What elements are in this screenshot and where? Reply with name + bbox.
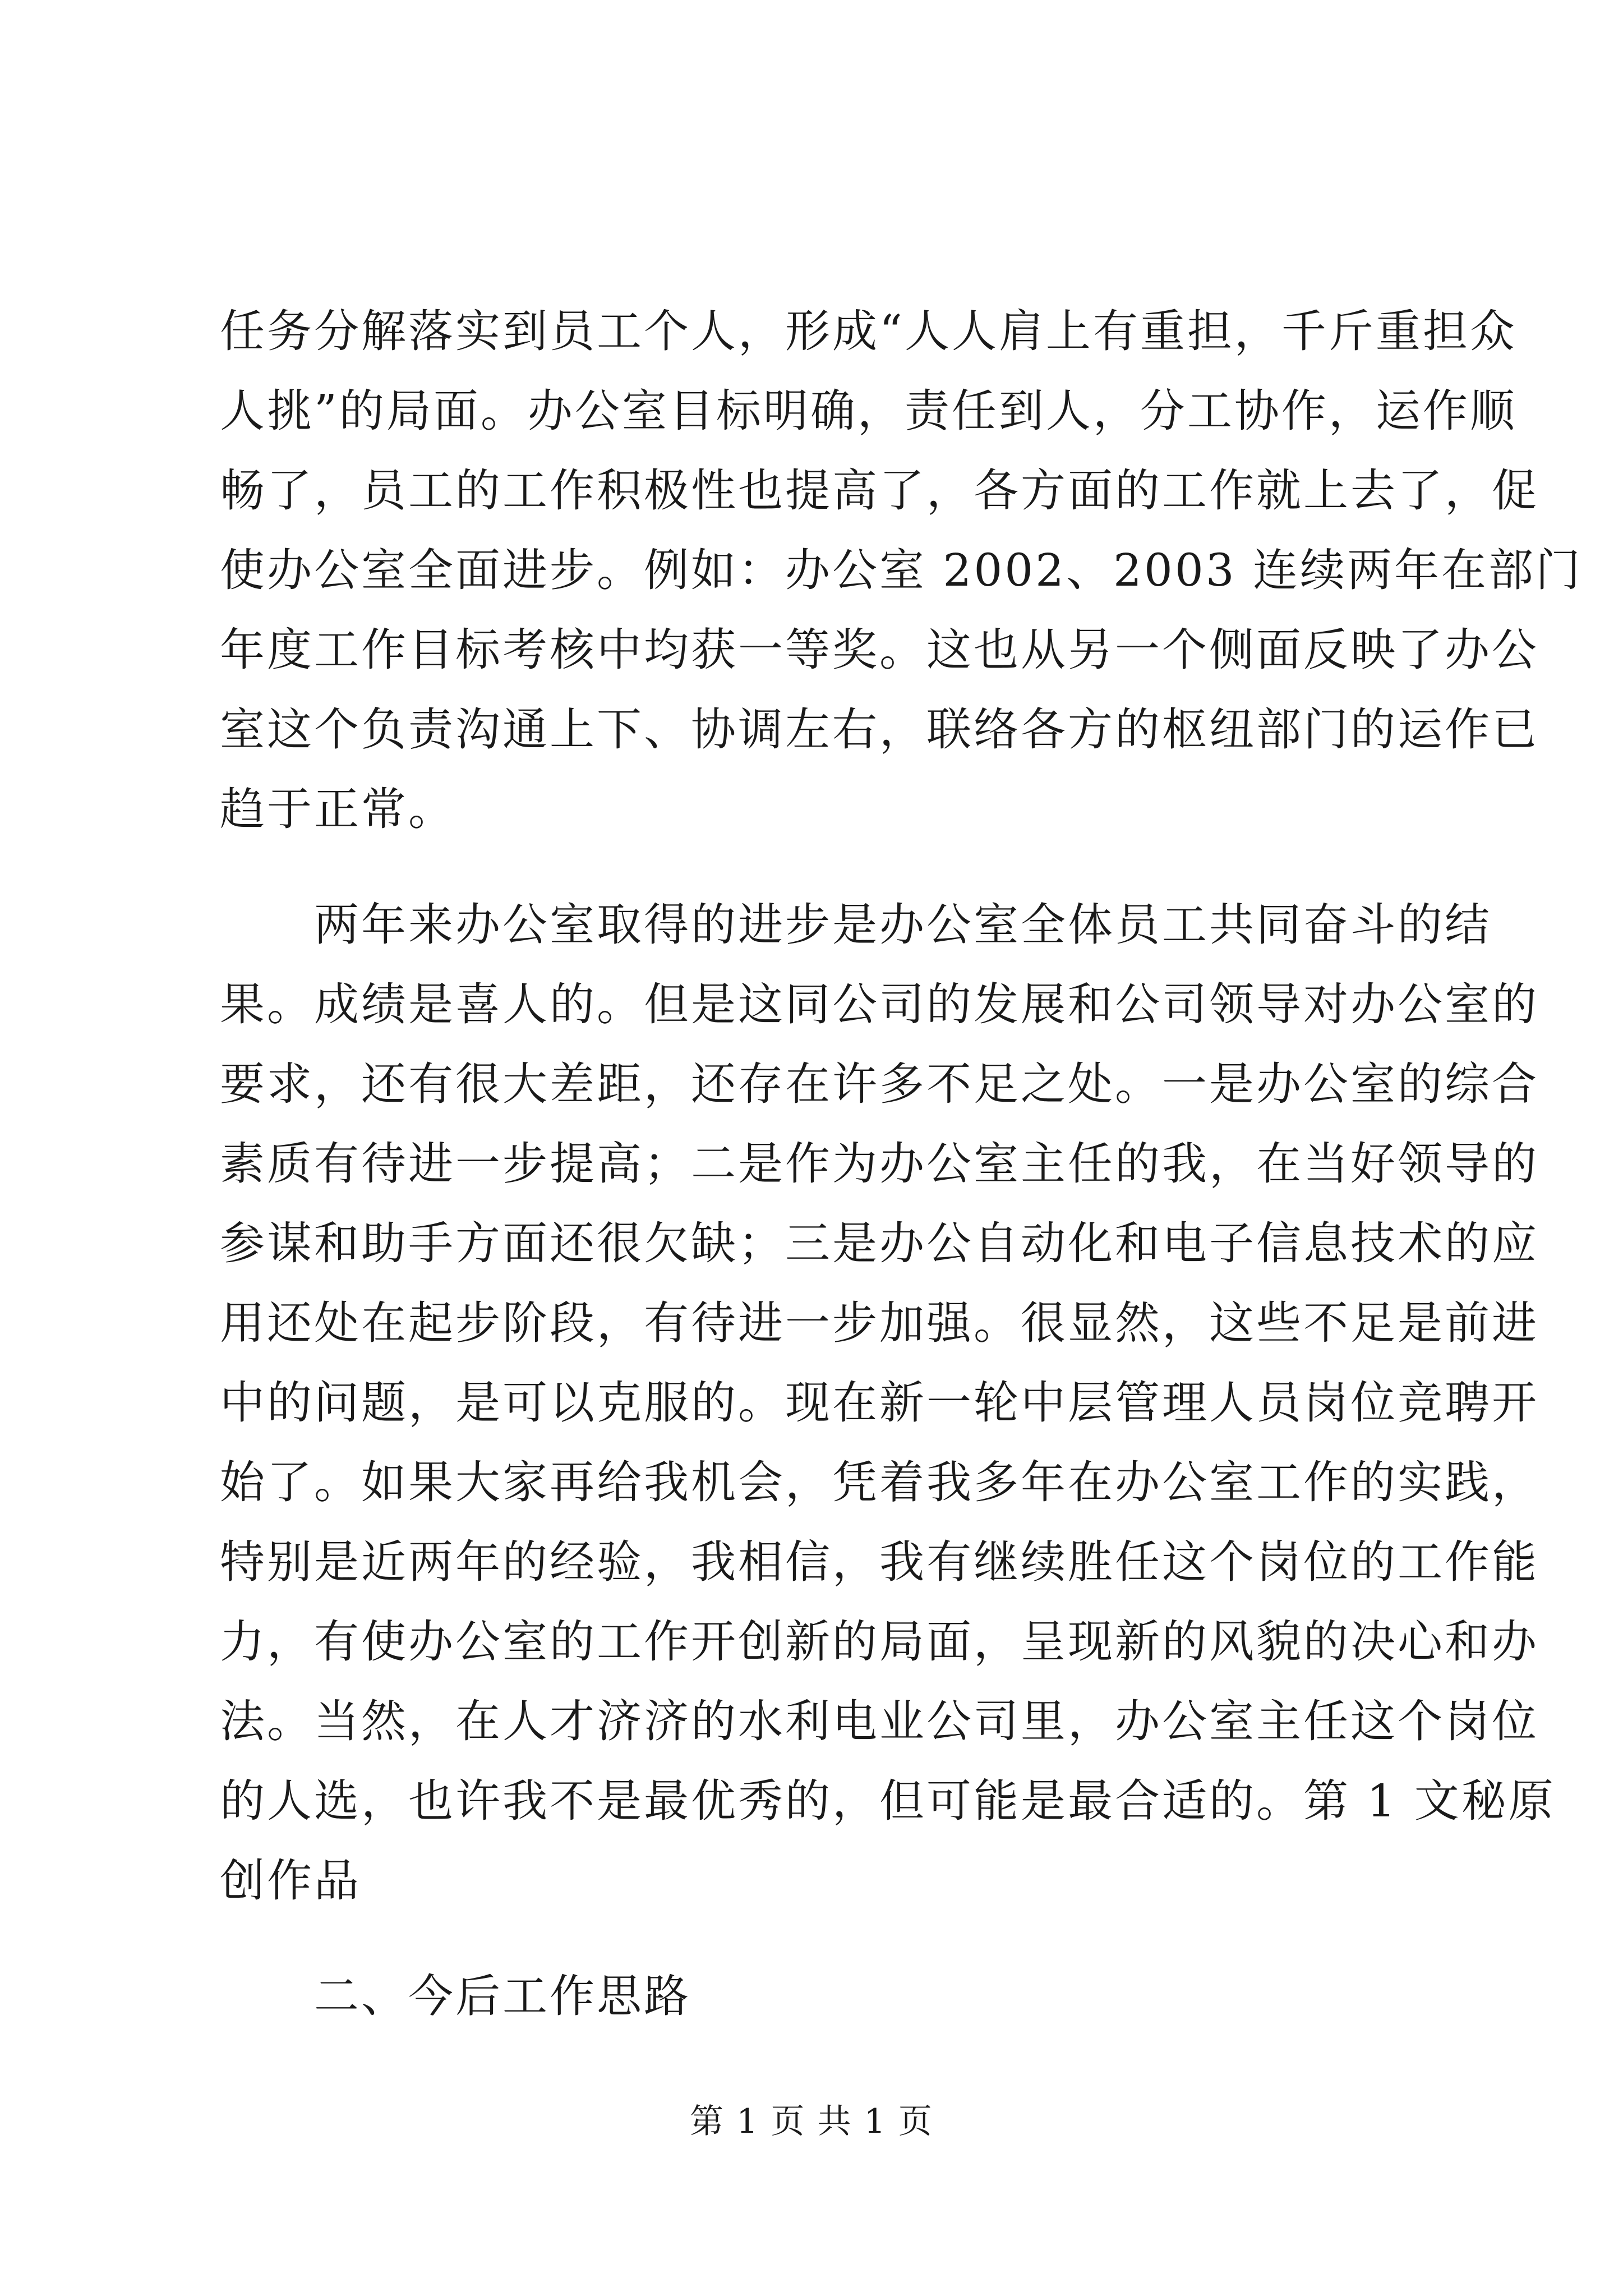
document-body (220, 292, 1583, 2036)
text-line: 任务分解落实到员工个人，形成“人人肩上有重担，千斤重担众 (220, 305, 1517, 357)
text-line: 用还处在起步阶段，有待进一步加强。很显然，这些不足是前进 (220, 1297, 1539, 1349)
text-line: 的人选，也许我不是最优秀的，但可能是最合适的。第 1 文秘原 (220, 1775, 1556, 1827)
paragraph-gap (220, 849, 1431, 885)
text-line: 创作品 (220, 1855, 361, 1907)
text-line: 要求，还有很大差距，还存在许多不足之处。一是办公室的综合 (220, 1058, 1539, 1110)
text-line: 特别是近两年的经验，我相信，我有继续胜任这个岗位的工作能 (220, 1536, 1539, 1588)
text-line: 素质有待进一步提高；二是作为办公室主任的我，在当好领导的 (220, 1138, 1539, 1190)
paragraph-gap (220, 1921, 1431, 1957)
text-line: 畅了，员工的工作积极性也提高了，各方面的工作就上去了，促 (220, 464, 1539, 517)
text-line: 法。当然，在人才济济的水利电业公司里，办公室主任这个岗位 (220, 1695, 1539, 1747)
text-line: 趋于正常。 (220, 783, 455, 835)
text-line: 始了。如果大家再给我机会，凭着我多年在办公室工作的实践， (220, 1456, 1539, 1508)
section-heading: 二、今后工作思路 (220, 1970, 691, 2022)
text-line: 力，有使办公室的工作开创新的局面，呈现新的风貌的决心和办 (220, 1616, 1539, 1668)
text-line: 使办公室全面进步。例如：办公室 2002、2003 连续两年在部门 (220, 544, 1583, 596)
text-line: 人挑”的局面。办公室目标明确，责任到人，分工协作，运作顺 (220, 385, 1517, 437)
text-line: 室这个负责沟通上下、协调左右，联络各方的枢纽部门的运作已 (220, 703, 1539, 756)
text-line: 参谋和助手方面还很欠缺；三是办公自动化和电子信息技术的应 (220, 1217, 1539, 1269)
text-line: 年度工作目标考核中均获一等奖。这也从另一个侧面反映了办公 (220, 624, 1539, 676)
page-footer: 第 1 页 共 1 页 (690, 2102, 933, 2141)
text-line: 两年来办公室取得的进步是办公室全体员工共同奋斗的结 (220, 899, 1492, 951)
text-line: 果。成绩是喜人的。但是这同公司的发展和公司领导对办公室的 (220, 978, 1539, 1030)
text-line: 中的问题，是可以克服的。现在新一轮中层管理人员岗位竞聘开 (220, 1377, 1539, 1429)
